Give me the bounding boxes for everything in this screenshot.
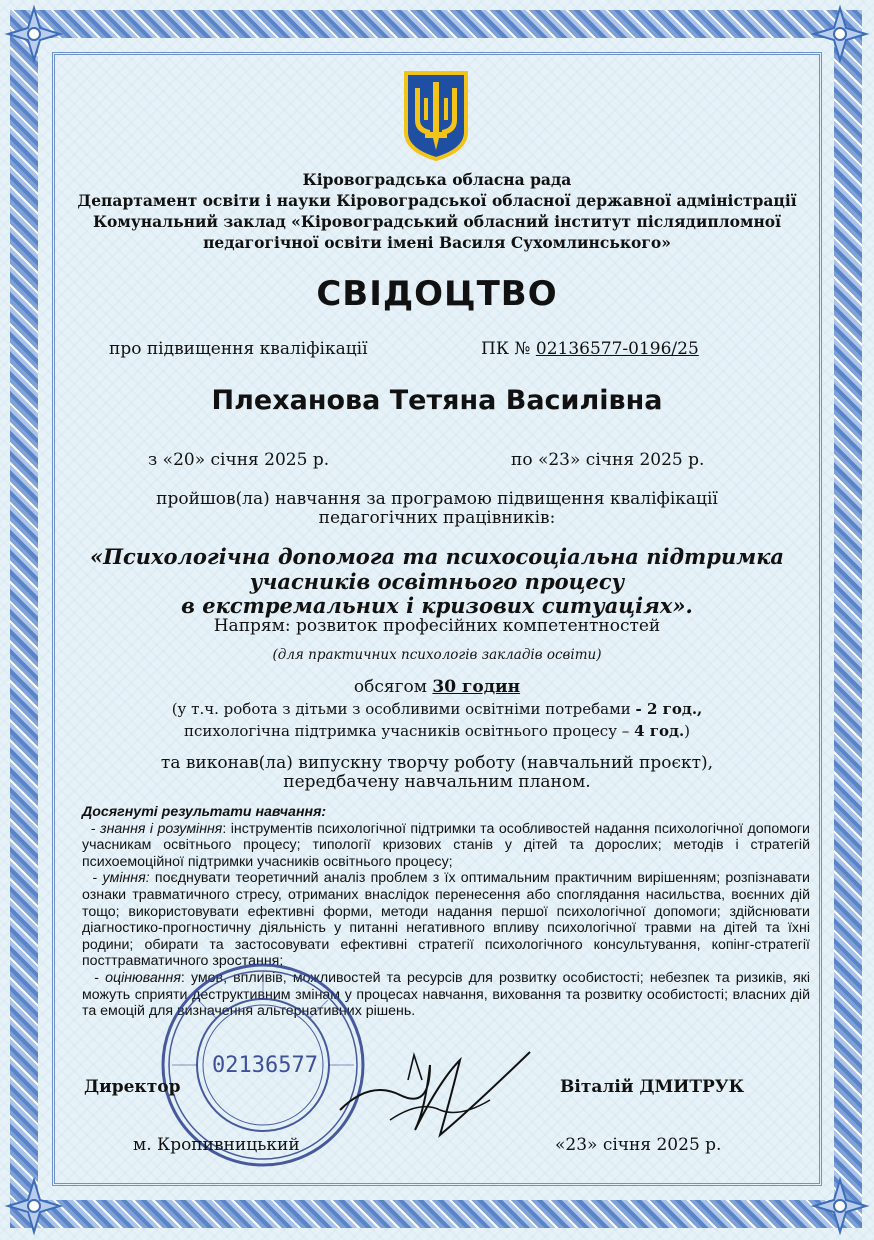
hours-breakdown-line1 [0, 700, 874, 718]
knowledge-label: знання і розуміння [100, 820, 223, 837]
program-title-line1: «Психологічна допомога та психосоціальна підтримка [89, 544, 785, 569]
intro-line1: пройшов(ла) навчання за програмою підвищення кваліфікації [156, 489, 718, 509]
volume-label: обсягом [353, 677, 427, 697]
hours-value1: - 2 год., [635, 700, 703, 718]
results-knowledge: - знання і розуміння: інструментів психологічної підтримки та особливостей надання психологічної допомоги учасникам освітнього процесу; типології кризових станів у дітей та дорослих; методів і стратегій психоемоційної підтримки учасників освітнього процесу; [82, 820, 810, 870]
hours-value2: 4 год. [634, 722, 685, 740]
program-title-line3: в екстремальних і кризових ситуаціях». [181, 593, 693, 618]
certificate-number [481, 339, 699, 359]
org-department: Департамент освіти і науки Кіровоградської обласної державної адміністрації [77, 191, 797, 210]
final-line2: передбачену навчальним планом. [283, 772, 591, 792]
results-evaluation: - оцінювання: умов, впливів, можливостей та ресурсів для розвитку особистості; небезпек та ризиків, які можуть сприяти деструктивним змінам у процесах навчання, виховання та розвитку особистості; власних дій та емоцій для визначення альтернативних рішень. [82, 969, 810, 1020]
stamp-code: 02136577 [212, 1053, 318, 1078]
hours-close: ) [684, 722, 691, 740]
final-line1: та виконав(ла) випускну творчу роботу (навчальний проєкт), [160, 753, 714, 773]
certificate-number-value: 02136577-0196/25 [535, 339, 699, 359]
director-label: Директор [84, 1077, 181, 1097]
hours-text2: психологічна підтримка учасників освітнього процесу – [183, 722, 630, 740]
org-institute-line1: Комунальний заклад «Кіровоградський обласний інститут післядипломної [92, 212, 782, 231]
knowledge-text: : інструментів психологічної підтримки та особливостей надання психологічної допомоги учасникам освітнього процесу; типології кризових станів у дітей та дорослих; методів і стратегій психоемоційної підтримки учасників освітнього процесу; [82, 820, 810, 870]
skills-text: поєднувати теоретичний аналіз проблем з їх оптимальним практичним вирішенням; розпізнавати ознаки травматичного стресу, отриманих внаслідок перенесення або споглядання насильства, воєнних дій тощо; використовувати ефективні форми, методи надання першої психологічної допомоги; здійснювати діагностико-прогностичну діяльність у питанні негативного впливу психологічної травми на дітей та їхні родини; обирати та застосовувати ефективні стратегії психологічного консультування, копінг-стратегії посттравматичного зростання; [82, 870, 810, 970]
program-direction: Напрям: розвиток професійних компетентностей [213, 616, 661, 636]
skills-label: уміння: [102, 870, 150, 887]
date-from: з «20» січня 2025 р. [148, 450, 330, 470]
program-audience: (для практичних психологів закладів освіти) [272, 647, 602, 663]
certificate-subtitle: про підвищення кваліфікації [109, 339, 368, 359]
program-title-line2: учасників освітнього процесу [249, 569, 625, 594]
results-heading: Досягнуті результати навчання: [82, 804, 327, 820]
eval-text: : умов, впливів, можливостей та ресурсів для розвитку особистості; небезпек та ризиків, які можуть сприяти деструктивним змінам у процесах навчання, виховання та розвитку особистості; власних дій та емоцій для визначення альтернативних рішень. [82, 969, 810, 1020]
certificate-number-label: ПК № [481, 339, 531, 359]
org-institute-line2: педагогічної освіти імені Василя Сухомлинського» [203, 233, 671, 252]
issue-date: «23» січня 2025 р. [555, 1135, 722, 1155]
org-regional-council: Кіровоградська обласна рада [302, 170, 572, 189]
program-volume [0, 677, 874, 697]
date-to: по «23» січня 2025 р. [511, 450, 705, 470]
results-skills: - уміння: поєднувати теоретичний аналіз проблем з їх оптимальним практичним вирішенням; розпізнавати ознаки травматичного стресу, отриманих внаслідок перенесення або споглядання насильства, воєнних дій тощо; використовувати ефективні форми, методи надання першої психологічної допомоги; здійснювати діагностико-прогностичну діяльність у питанні негативного впливу психологічної травми на дітей та їхні родини; обирати та застосовувати ефективні стратегії психологічного консультування, копінг-стратегії посттравматичного зростання; [82, 870, 810, 970]
director-name: Віталій ДМИТРУК [560, 1077, 745, 1097]
certificate-title: СВІДОЦТВО [316, 274, 558, 314]
holder-name: Плеханова Тетяна Василівна [211, 385, 663, 416]
volume-value: 30 годин [432, 677, 521, 697]
ukraine-trident-icon [403, 70, 469, 162]
intro-line2: педагогічних працівників: [318, 508, 556, 528]
director-signature [330, 1040, 540, 1150]
hours-text1: (у т.ч. робота з дітьми з особливими освітніми потребами [171, 700, 631, 718]
eval-label: оцінювання [105, 969, 181, 986]
issue-city: м. Кропивницький [133, 1135, 300, 1155]
hours-breakdown-line2 [0, 722, 874, 740]
